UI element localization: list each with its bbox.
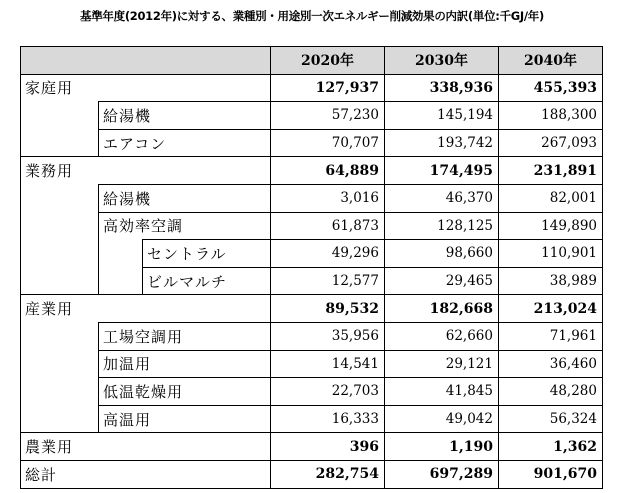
cell-2040: 267,093 xyxy=(499,129,603,157)
cell-2030: 697,289 xyxy=(385,460,499,488)
cell-2020: 49,296 xyxy=(271,240,385,268)
row-label: 業務用 xyxy=(21,157,271,185)
cell-2040: 48,280 xyxy=(499,378,603,406)
cell-2040: 231,891 xyxy=(499,157,603,185)
row-label: 産業用 xyxy=(21,295,271,323)
total-row xyxy=(21,460,603,488)
row-label: 加温用 xyxy=(99,350,271,378)
cell-2020: 282,754 xyxy=(271,460,385,488)
row-label: 工場空調用 xyxy=(99,322,271,350)
table-row xyxy=(21,102,603,130)
row-label: セントラル xyxy=(143,240,271,268)
cell-2040: 71,961 xyxy=(499,322,603,350)
row-label: 高効率空調 xyxy=(99,212,271,240)
table-title: 基準年度(2012年)に対する、業種別・用途別一次エネルギー削減効果の内訳(単位:千GJ/年) xyxy=(80,9,544,23)
row-label: ビルマルチ xyxy=(143,267,271,295)
cell-2020: 127,937 xyxy=(271,74,385,102)
row-label: 高温用 xyxy=(99,405,271,433)
col-2020: 2020年 xyxy=(271,47,385,75)
indent-cell xyxy=(21,267,99,295)
cell-2040: 38,989 xyxy=(499,267,603,295)
indent-cell xyxy=(21,102,99,130)
cell-2020: 22,703 xyxy=(271,378,385,406)
indent-cell xyxy=(21,240,99,268)
cell-2040: 149,890 xyxy=(499,212,603,240)
header-blank xyxy=(21,47,271,75)
cell-2020: 14,541 xyxy=(271,350,385,378)
row-label: 給湯機 xyxy=(99,102,271,130)
cell-2020: 89,532 xyxy=(271,295,385,323)
table-row xyxy=(21,129,603,157)
table-row xyxy=(21,433,603,461)
cell-2020: 35,956 xyxy=(271,322,385,350)
cell-2030: 41,845 xyxy=(385,378,499,406)
col-2040: 2040年 xyxy=(499,47,603,75)
row-label: 農業用 xyxy=(21,433,271,461)
header-row xyxy=(21,47,603,75)
cell-2030: 338,936 xyxy=(385,74,499,102)
indent-cell xyxy=(21,184,99,212)
cell-2040: 36,460 xyxy=(499,350,603,378)
cell-2020: 70,707 xyxy=(271,129,385,157)
cell-2030: 46,370 xyxy=(385,184,499,212)
energy-reduction-table xyxy=(20,46,603,489)
table-row xyxy=(21,295,603,323)
cell-2020: 3,016 xyxy=(271,184,385,212)
indent-cell xyxy=(21,129,99,157)
cell-2040: 110,901 xyxy=(499,240,603,268)
table-row xyxy=(21,405,603,433)
cell-2040: 56,324 xyxy=(499,405,603,433)
cell-2030: 1,190 xyxy=(385,433,499,461)
table-row xyxy=(21,267,603,295)
cell-2030: 193,742 xyxy=(385,129,499,157)
table-row xyxy=(21,322,603,350)
row-label: 給湯機 xyxy=(99,184,271,212)
cell-2040: 901,670 xyxy=(499,460,603,488)
cell-2040: 455,393 xyxy=(499,74,603,102)
indent-cell xyxy=(99,267,143,295)
table-row xyxy=(21,378,603,406)
table-row xyxy=(21,212,603,240)
indent-cell xyxy=(21,322,99,350)
cell-2030: 145,194 xyxy=(385,102,499,130)
col-2030: 2030年 xyxy=(385,47,499,75)
table-row xyxy=(21,240,603,268)
cell-2040: 82,001 xyxy=(499,184,603,212)
table-row xyxy=(21,157,603,185)
row-label: 総計 xyxy=(21,460,271,488)
cell-2030: 62,660 xyxy=(385,322,499,350)
cell-2020: 61,873 xyxy=(271,212,385,240)
cell-2040: 188,300 xyxy=(499,102,603,130)
cell-2030: 128,125 xyxy=(385,212,499,240)
cell-2030: 174,495 xyxy=(385,157,499,185)
cell-2020: 16,333 xyxy=(271,405,385,433)
indent-cell xyxy=(99,240,143,268)
row-label: 低温乾燥用 xyxy=(99,378,271,406)
row-label: 家庭用 xyxy=(21,74,271,102)
cell-2030: 29,465 xyxy=(385,267,499,295)
cell-2020: 64,889 xyxy=(271,157,385,185)
indent-cell xyxy=(21,378,99,406)
cell-2030: 29,121 xyxy=(385,350,499,378)
cell-2040: 1,362 xyxy=(499,433,603,461)
cell-2040: 213,024 xyxy=(499,295,603,323)
indent-cell xyxy=(21,212,99,240)
indent-cell xyxy=(21,405,99,433)
table-row xyxy=(21,74,603,102)
cell-2020: 12,577 xyxy=(271,267,385,295)
table-row xyxy=(21,184,603,212)
cell-2020: 396 xyxy=(271,433,385,461)
cell-2030: 98,660 xyxy=(385,240,499,268)
table-row xyxy=(21,350,603,378)
indent-cell xyxy=(21,350,99,378)
cell-2030: 182,668 xyxy=(385,295,499,323)
cell-2030: 49,042 xyxy=(385,405,499,433)
row-label: エアコン xyxy=(99,129,271,157)
cell-2020: 57,230 xyxy=(271,102,385,130)
